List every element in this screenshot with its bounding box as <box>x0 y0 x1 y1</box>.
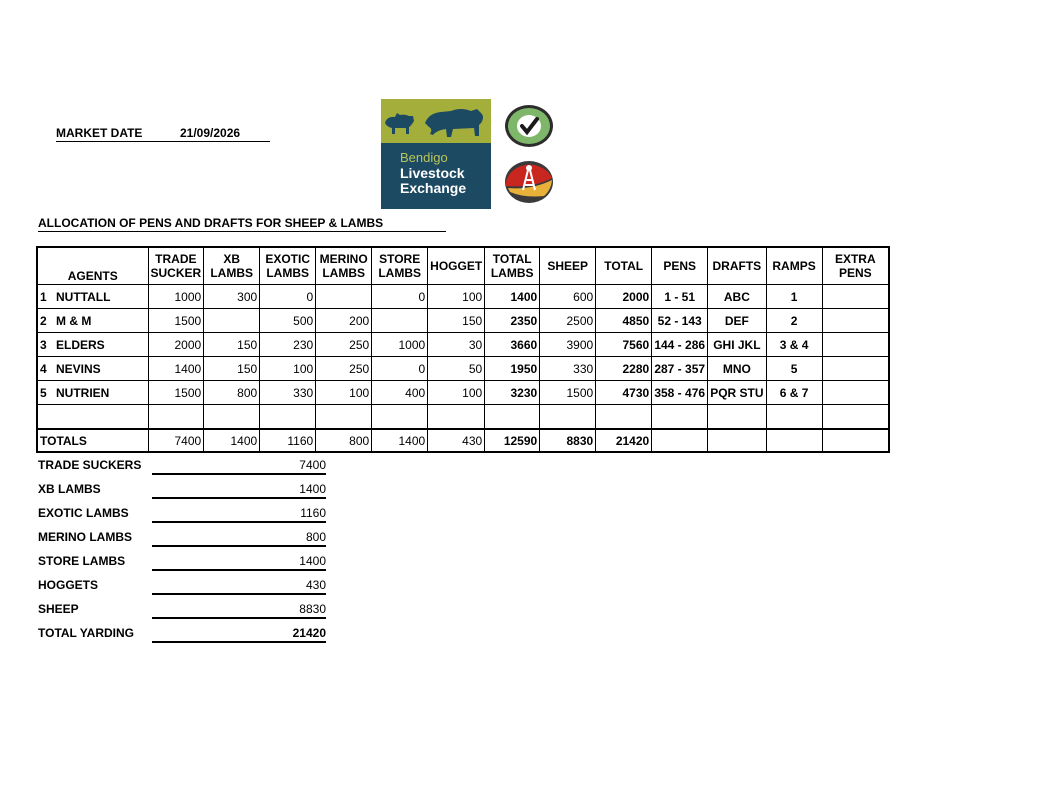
col-header-label: TRADE SUCKER <box>150 252 202 280</box>
agent-drafts: PQR STU <box>708 381 766 405</box>
logo-line-2: Livestock <box>400 165 465 181</box>
agent-total-lambs: 3230 <box>485 381 540 405</box>
table-cell <box>596 405 652 430</box>
windmill-badge-icon <box>504 160 555 204</box>
agent-pens: 287 - 357 <box>652 357 708 381</box>
table-row <box>37 357 889 381</box>
agent-hogget: 150 <box>428 309 485 333</box>
logo-line-1: Bendigo <box>400 150 448 165</box>
summary-label: STORE LAMBS <box>38 554 126 568</box>
agent-store-lambs <box>372 309 428 333</box>
agent-number: 2 <box>40 313 47 328</box>
agent-xb-lambs: 150 <box>204 333 260 357</box>
agent-merino-lambs: 100 <box>316 381 372 405</box>
agent-exotic-lambs: 500 <box>260 309 316 333</box>
agent-number: 5 <box>40 385 47 400</box>
summary-value: 800 <box>152 530 326 547</box>
summary-value: 1160 <box>152 506 326 523</box>
agent-sheep: 2500 <box>540 309 596 333</box>
table-cell <box>708 405 766 430</box>
agent-pens: 144 - 286 <box>652 333 708 357</box>
table-cell <box>652 405 708 430</box>
col-header-label: EXOTIC LAMBS <box>265 252 310 280</box>
agent-drafts: ABC <box>708 285 766 309</box>
agent-store-lambs: 0 <box>372 357 428 381</box>
totals-merino: 800 <box>316 429 372 452</box>
summary-value: 1400 <box>152 482 326 499</box>
table-row <box>37 333 889 357</box>
bendigo-livestock-exchange-logo <box>381 99 491 209</box>
agent-name-cell <box>37 381 148 405</box>
agent-total-lambs: 1400 <box>485 285 540 309</box>
agent-exotic-lambs: 100 <box>260 357 316 381</box>
totals-total: 21420 <box>596 429 652 452</box>
col-header-sheep: SHEEP <box>540 247 596 285</box>
table-cell <box>37 405 148 430</box>
summary-label: EXOTIC LAMBS <box>38 506 129 520</box>
agent-xb-lambs <box>204 309 260 333</box>
agent-exotic-lambs: 230 <box>260 333 316 357</box>
agent-sheep: 1500 <box>540 381 596 405</box>
table-row <box>37 285 889 309</box>
table-row <box>37 381 889 405</box>
summary-label: HOGGETS <box>38 578 99 592</box>
totals-sheep: 8830 <box>540 429 596 452</box>
agent-total-lambs: 2350 <box>485 309 540 333</box>
agent-xb-lambs: 150 <box>204 357 260 381</box>
agent-hogget: 30 <box>428 333 485 357</box>
agent-name: NUTTALL <box>56 289 111 304</box>
agent-name-cell <box>37 285 148 309</box>
agent-name: ELDERS <box>56 337 105 352</box>
agent-total: 2000 <box>596 285 652 309</box>
table-cell <box>766 429 822 452</box>
totals-trade: 7400 <box>148 429 204 452</box>
summary-label: SHEEP <box>38 602 79 616</box>
table-cell <box>652 429 708 452</box>
table-cell <box>708 429 766 452</box>
totals-store: 1400 <box>372 429 428 452</box>
agent-name: M & M <box>56 313 92 328</box>
agent-rows <box>37 285 889 405</box>
table-cell <box>485 405 540 430</box>
agent-number: 3 <box>40 337 47 352</box>
agent-drafts: DEF <box>708 309 766 333</box>
col-header-pens: PENS <box>652 247 708 285</box>
agent-sheep: 3900 <box>540 333 596 357</box>
summary-value: 7400 <box>152 458 326 475</box>
agent-trade-sucker: 1500 <box>148 381 204 405</box>
table-cell <box>540 405 596 430</box>
agent-merino-lambs <box>316 285 372 309</box>
col-header-store-lambs <box>372 247 428 285</box>
agent-number: 1 <box>40 289 47 304</box>
agent-drafts: MNO <box>708 357 766 381</box>
agent-number: 4 <box>40 361 47 376</box>
table-cell <box>204 405 260 430</box>
agent-exotic-lambs: 0 <box>260 285 316 309</box>
table-cell <box>260 405 316 430</box>
market-date-value: 21/09/2026 <box>180 126 241 140</box>
summary-label: XB LAMBS <box>38 482 101 496</box>
table-row <box>37 309 889 333</box>
table-cell <box>428 405 485 430</box>
agent-xb-lambs: 800 <box>204 381 260 405</box>
agent-total: 7560 <box>596 333 652 357</box>
allocation-table <box>36 246 890 453</box>
agent-extra-pens <box>822 309 889 333</box>
agent-ramps: 3 & 4 <box>766 333 822 357</box>
summary-value: 21420 <box>152 626 326 643</box>
col-header-merino-lambs <box>316 247 372 285</box>
col-header-extra-pens <box>822 247 889 285</box>
col-header-xb-lambs <box>204 247 260 285</box>
col-header-label: EXTRA PENS <box>834 252 876 280</box>
agent-pens: 1 - 51 <box>652 285 708 309</box>
agent-total: 2280 <box>596 357 652 381</box>
agent-total-lambs: 1950 <box>485 357 540 381</box>
agent-exotic-lambs: 330 <box>260 381 316 405</box>
col-header-total-lambs <box>485 247 540 285</box>
summary-value: 8830 <box>152 602 326 619</box>
agent-name-cell <box>37 309 148 333</box>
agent-total-lambs: 3660 <box>485 333 540 357</box>
agent-trade-sucker: 1000 <box>148 285 204 309</box>
col-header-ramps: RAMPS <box>766 247 822 285</box>
agent-hogget: 100 <box>428 285 485 309</box>
col-header-label: XB LAMBS <box>210 252 253 280</box>
col-header-trade-sucker <box>148 247 204 285</box>
agent-merino-lambs: 250 <box>316 333 372 357</box>
market-date <box>56 126 270 142</box>
agent-xb-lambs: 300 <box>204 285 260 309</box>
col-header-label: TOTAL LAMBS <box>490 252 534 280</box>
agent-pens: 52 - 143 <box>652 309 708 333</box>
table-cell <box>316 405 372 430</box>
agent-trade-sucker: 2000 <box>148 333 204 357</box>
agent-merino-lambs: 250 <box>316 357 372 381</box>
agent-pens: 358 - 476 <box>652 381 708 405</box>
col-header-label: MERINO LAMBS <box>319 252 368 280</box>
agent-name: NEVINS <box>56 361 101 376</box>
table-cell <box>822 405 889 430</box>
agent-ramps: 1 <box>766 285 822 309</box>
col-header-exotic-lambs <box>260 247 316 285</box>
agent-total: 4730 <box>596 381 652 405</box>
agent-extra-pens <box>822 357 889 381</box>
agent-ramps: 2 <box>766 309 822 333</box>
agent-hogget: 50 <box>428 357 485 381</box>
agent-extra-pens <box>822 285 889 309</box>
totals-total-lambs: 12590 <box>485 429 540 452</box>
table-blank-row <box>37 405 889 430</box>
totals-label: TOTALS <box>37 429 148 452</box>
agent-name-cell <box>37 357 148 381</box>
summary-label: MERINO LAMBS <box>38 530 132 544</box>
col-header-total: TOTAL <box>596 247 652 285</box>
agent-store-lambs: 1000 <box>372 333 428 357</box>
agent-drafts: GHI JKL <box>708 333 766 357</box>
agent-hogget: 100 <box>428 381 485 405</box>
table-cell <box>372 405 428 430</box>
table-cell <box>766 405 822 430</box>
col-header-agents: AGENTS <box>37 247 148 285</box>
logo-line-3: Exchange <box>400 180 467 196</box>
col-header-label: STORE LAMBS <box>378 252 421 280</box>
agent-trade-sucker: 1500 <box>148 309 204 333</box>
page-subtitle: ALLOCATION OF PENS AND DRAFTS FOR SHEEP & LAMBS <box>38 216 446 232</box>
totals-row <box>37 429 889 452</box>
summary-label: TRADE SUCKERS <box>38 458 142 472</box>
livestock-silhouette-icon <box>381 99 491 144</box>
agent-merino-lambs: 200 <box>316 309 372 333</box>
summary-value: 430 <box>152 578 326 595</box>
totals-exotic: 1160 <box>260 429 316 452</box>
table-header-row <box>37 247 889 285</box>
nsqa-program-badge-icon <box>504 104 555 148</box>
agent-total: 4850 <box>596 309 652 333</box>
agent-name-cell <box>37 333 148 357</box>
col-header-drafts: DRAFTS <box>708 247 766 285</box>
agent-ramps: 5 <box>766 357 822 381</box>
agent-extra-pens <box>822 333 889 357</box>
col-header-hogget: HOGGET <box>428 247 485 285</box>
totals-xb: 1400 <box>204 429 260 452</box>
agent-sheep: 600 <box>540 285 596 309</box>
agent-trade-sucker: 1400 <box>148 357 204 381</box>
table-cell <box>822 429 889 452</box>
agent-store-lambs: 0 <box>372 285 428 309</box>
agent-store-lambs: 400 <box>372 381 428 405</box>
summary-value: 1400 <box>152 554 326 571</box>
agent-name: NUTRIEN <box>56 385 110 400</box>
market-date-label: MARKET DATE <box>56 126 143 140</box>
summary-label: TOTAL YARDING <box>38 626 135 640</box>
table-cell <box>148 405 204 430</box>
agent-sheep: 330 <box>540 357 596 381</box>
agent-ramps: 6 & 7 <box>766 381 822 405</box>
totals-hogget: 430 <box>428 429 485 452</box>
agent-extra-pens <box>822 381 889 405</box>
